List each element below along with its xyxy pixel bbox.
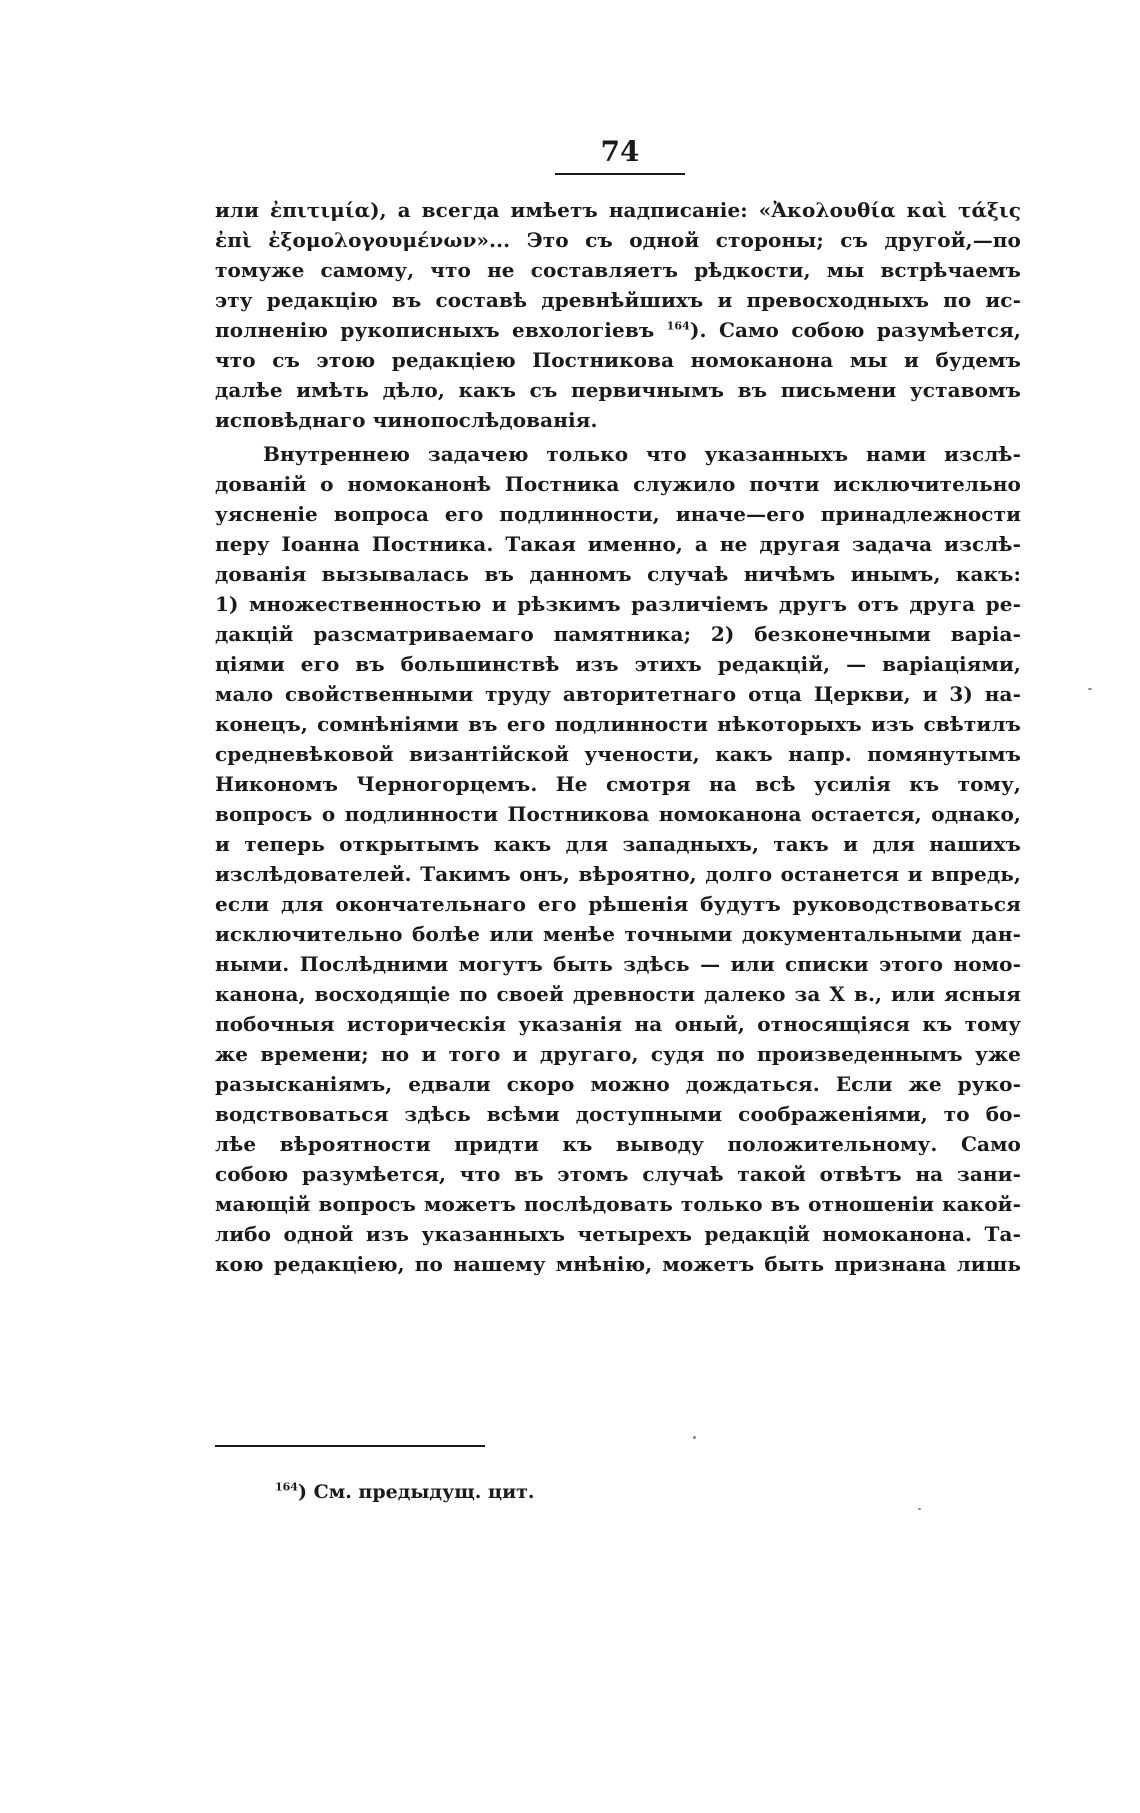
page-number: 74	[600, 135, 640, 168]
text-line: ἐπὶ ἐξομολογουμένων»... Это съ одной стороны; съ другой,—по	[215, 228, 1021, 252]
text-line: уясненіе вопроса его подлинности, иначе—его принадлежности	[215, 502, 1021, 526]
text-line: Никономъ Черногорцемъ. Не смотря на всѣ усилія къ тому,	[215, 772, 1021, 796]
footnote-separator	[215, 1445, 485, 1447]
footnote-text: ) См. предыдущ. цит.	[297, 1481, 535, 1503]
print-speck	[1088, 688, 1092, 690]
page-number-rule	[555, 173, 685, 175]
text-line: или ἐπιτιμία), а всегда имѣетъ надписаніе: «Ἀκολουθία καὶ τάξις	[215, 198, 1021, 222]
text-line: что съ этою редакціею Постникова номоканона мы и будемъ	[215, 348, 1021, 372]
text-line: дованій о номоканонѣ Постника служило почти исключительно	[215, 472, 1021, 496]
text-line: исповѣднаго чинопослѣдованія.	[215, 408, 598, 432]
text-line: кою редакціею, по нашему мнѣнію, можетъ быть признана лишь	[215, 1252, 1021, 1276]
text-line: средневѣковой византійской учености, какъ напр. помянутымъ	[215, 742, 1021, 766]
text-line: конецъ, сомнѣніями въ его подлинности нѣкоторыхъ изъ свѣтилъ	[215, 712, 1021, 736]
text-line: эту редакцію въ составѣ древнѣйшихъ и превосходныхъ по ис-	[215, 288, 1021, 312]
text-line: дованія вызывалась въ данномъ случаѣ ничѣмъ инымъ, какъ:	[215, 562, 1021, 586]
text-fragment: полненію рукописныхъ евхологіевъ	[215, 318, 655, 342]
text-line: разысканіямъ, едвали скоро можно дождаться. Если же руко-	[215, 1072, 1021, 1096]
text-line: изслѣдователей. Такимъ онъ, вѣроятно, долго останется и впредь,	[215, 862, 1021, 886]
text-line: и теперь открытымъ какъ для западныхъ, такъ и для нашихъ	[215, 832, 1021, 856]
text-line: далѣе имѣть дѣло, какъ съ первичнымъ въ письмени уставомъ	[215, 378, 1021, 402]
text-line: Внутреннею задачею только что указанныхъ нами изслѣ-	[263, 442, 1021, 466]
text-line: мало свойственными труду авторитетнаго отца Церкви, и 3) на-	[215, 682, 1021, 706]
text-line: если для окончательнаго его рѣшенія будутъ руководствоваться	[215, 892, 1021, 916]
body-text	[215, 195, 1021, 1279]
text-line: томуже самому, что не составляетъ рѣдкости, мы встрѣчаемъ	[215, 258, 1021, 282]
text-line: водствоваться здѣсь всѣми доступными соображеніями, то бо-	[215, 1102, 1021, 1126]
text-line: 1) множественностью и рѣзкимъ различіемъ другъ отъ друга ре-	[215, 592, 1021, 616]
text-line: исключительно болѣе или менѣе точными документальными дан-	[215, 922, 1021, 946]
text-line: собою разумѣется, что въ этомъ случаѣ такой отвѣтъ на зани-	[215, 1162, 1021, 1186]
text-line-with-footnote-ref	[215, 315, 1021, 345]
footnote	[275, 1478, 535, 1506]
text-line: же времени; но и того и другаго, судя по произведеннымъ уже	[215, 1042, 1021, 1066]
paragraph-1	[215, 195, 1021, 435]
text-line: побочныя историческія указанія на оный, относящіяся къ тому	[215, 1012, 1021, 1036]
print-speck	[918, 1508, 921, 1510]
text-line: перу Іоанна Постника. Такая именно, а не другая задача изслѣ-	[215, 532, 1021, 556]
text-line: вопросъ о подлинности Постникова номоканона остается, однако,	[215, 802, 1021, 826]
footnote-number: 164	[275, 1480, 298, 1494]
text-fragment: ). Само собою разумѣется,	[689, 318, 1021, 342]
text-line: мающій вопросъ можетъ послѣдовать только въ отношеніи какой-	[215, 1192, 1021, 1216]
text-line: лѣе вѣроятности придти къ выводу положительному. Само	[215, 1132, 1021, 1156]
footnote-reference: 164	[666, 319, 690, 333]
text-line: ціями его въ большинствѣ изъ этихъ редакцій, — варіаціями,	[215, 652, 1021, 676]
text-line: канона, восходящіе по своей древности далеко за X в., или ясныя	[215, 982, 1021, 1006]
text-line: либо одной изъ указанныхъ четырехъ редакцій номоканона. Та-	[215, 1222, 1021, 1246]
text-line: ными. Послѣдними могутъ быть здѣсь — или списки этого номо-	[215, 952, 1021, 976]
print-speck	[693, 1436, 696, 1439]
text-line: дакцій разсматриваемаго памятника; 2) безконечными варіа-	[215, 622, 1021, 646]
paragraph-2	[215, 439, 1021, 1279]
